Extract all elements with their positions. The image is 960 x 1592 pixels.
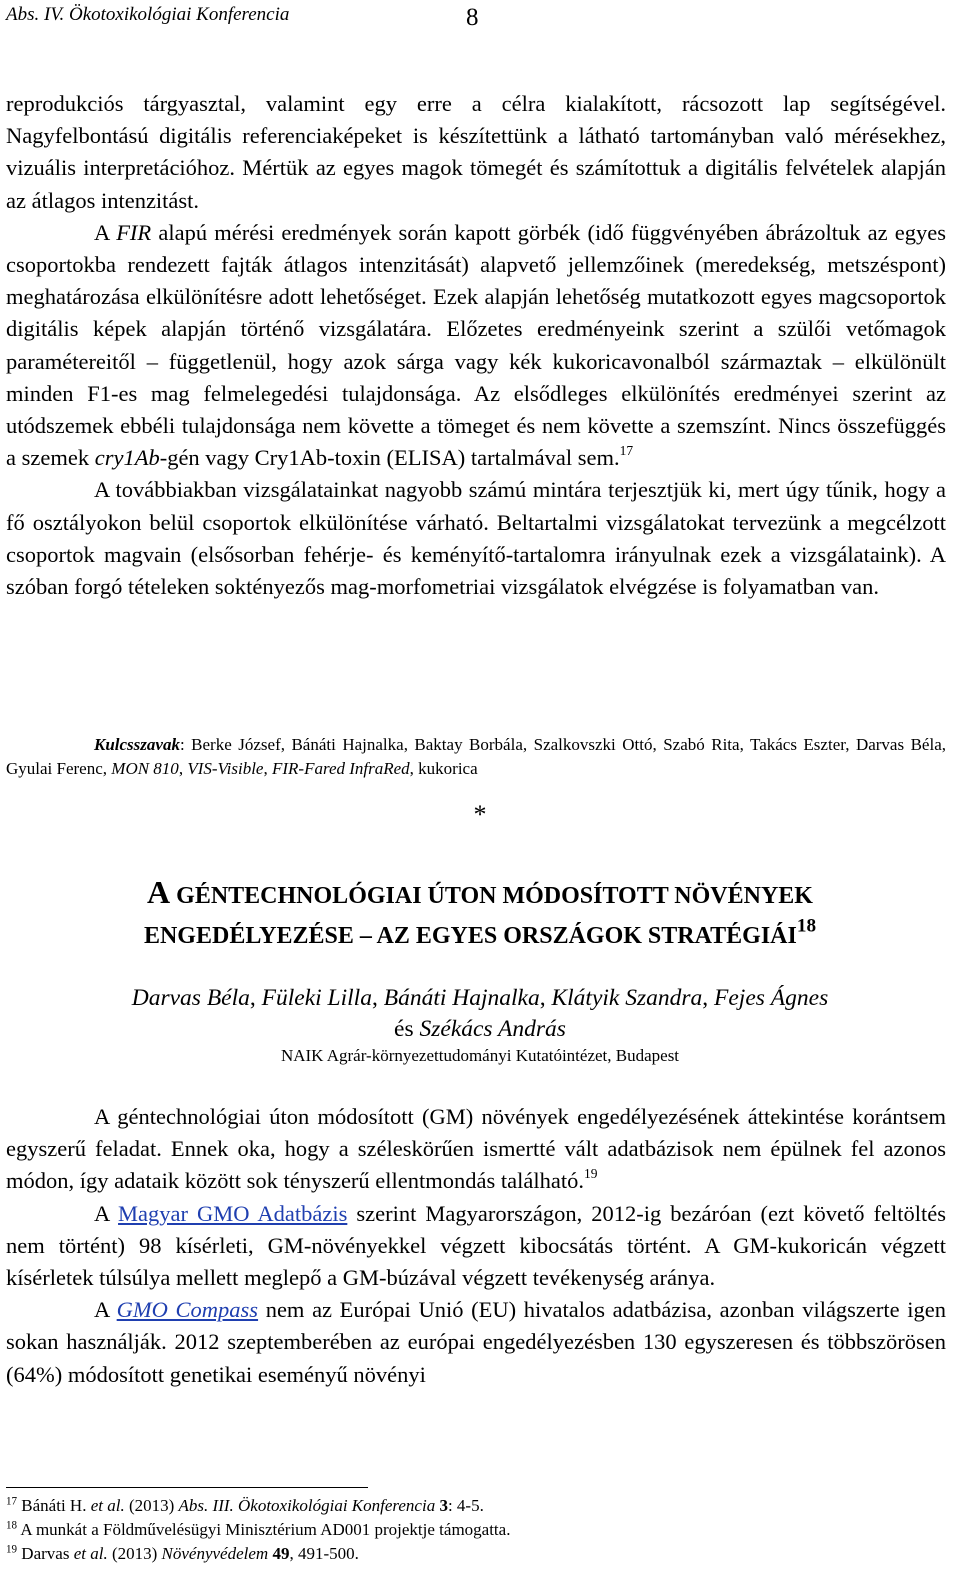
footnote: $^{17}$ Bánáti H. et al. (2013) Abs. III. Ökotoxikológiai Konferencia 3: 4-5. [6, 1495, 484, 1515]
article-body-top [6, 88, 946, 603]
keywords-label: Kulcsszavak [94, 735, 180, 754]
paragraph: A Magyar GMO Adatbázis szerint Magyarországon, 2012-ig bezáróan (ezt követő feltöltés nem történt) 98 kísérleti, GM-növényekkel végzett kibocsátás történt. A GM-kukoricán végzett kísérletek túlsúlya mellett meglepő a GM-búzával végzett tevékenység aránya. [6, 1200, 946, 1291]
author-list: Darvas Béla, Füleki Lilla, Bánáti Hajnalka, Klátyik Szandra, Fejes Ágnes és Székács András [131, 985, 829, 1042]
footnote: $^{18}$ A munkát a Földművelésügyi Minisztérium AD001 projektje támogatta. [6, 1519, 511, 1539]
footnote: $^{19}$ Darvas et al. (2013) Növényvédelem 49, 491-500. [6, 1543, 359, 1563]
gmo-compass-link[interactable]: GMO Compass [116, 1297, 259, 1323]
fir-term: FIR [116, 219, 152, 245]
article-title: A GÉNTECHNOLÓGIAI ÚTON MÓDOSÍTOTT NÖVÉNYEK ENGEDÉLYEZÉSE – AZ EGYES ORSZÁGOK STRATÉGIÁI$^{18}$ [143, 874, 817, 949]
affiliation: NAIK Agrár-környezettudományi Kutatóintézet, Budapest [280, 1046, 680, 1065]
paragraph: A géntechnológiai úton módosított (GM) növények engedélyezésének áttekintése korántsem egyszerű feladat. Ennek oka, hogy a széleskörűen ismertté vált adatbázisok nem épülnek fel azonos módon, így adataik között sok tényszerű ellentmondás található.$^{19}$ [6, 1104, 946, 1194]
footnote-ref[interactable]: 17 [619, 443, 634, 459]
paragraph: reprodukciós tárgyasztal, valamint egy erre a célra kialakított, rácsozott lap segítségével. Nagyfelbontású digitális referenciaképeket is készítettünk a látható tartományban való mérésekhez, vizuális interpretációhoz. Mértük az egyes magok tömegét és számítottuk a digitális felvételek alapján az átlagos intenzitást. [6, 91, 946, 213]
footnote-ref[interactable]: 19 [583, 1166, 598, 1182]
footnote-divider [6, 1487, 368, 1488]
gene-name: cry1Ab [94, 445, 160, 471]
keywords: Kulcsszavak: Berke József, Bánáti Hajnalka, Baktay Borbála, Szalkovszki Ottó, Szabó Rita, Takács Eszter, Darvas Béla, Gyulai Ferenc, MON 810, VIS-Visible, FIR-Fared InfraRed, kukorica [6, 735, 946, 778]
footnotes [6, 1494, 946, 1566]
running-header: Abs. IV. Ökotoxikológiai Konferencia [6, 4, 290, 25]
paragraph: A GMO Compass nem az Európai Unió (EU) hivatalos adatbázisa, azonban világszerte igen sokan használják. 2012 szeptemberében az európai engedélyezésben 130 egyszeresen és többszörösen (64%) módosított genetikai eseményű növényi [6, 1297, 947, 1387]
page-number: 8 [466, 4, 479, 31]
magyar-gmo-link[interactable]: Magyar GMO Adatbázis [118, 1200, 348, 1226]
article-body-bottom [6, 1101, 946, 1391]
footnote-ref[interactable]: 18 [796, 915, 817, 937]
paragraph: A továbbiakban vizsgálatainkat nagyobb számú mintára terjesztjük ki, mert úgy tűnik, hogy a fő osztályokon belül csoportok elkülönítése várható. Beltartalmi vizsgálatokat tervezünk a megcélzott csoportok magvain (elsősorban fehérje- és keményítő-tartalomra irányulnak ezek a vizsgálataink). A szóban forgó tételeken soktényezős mag-morfometriai vizsgálatok elvégzése is folyamatban van. [6, 477, 946, 600]
paragraph: A FIR alapú mérési eredmények során kapott görbék (idő függvényében ábrázoltuk az egyes csoportokba rendezett fajták átlagos intenzitását) alapvető jellemzőinek (meredekség, metszéspont) meghatározása elkülönítésre adott lehetőséget. Ezek alapján lehetőség mutatkozott egyes magcsoportok digitális képek alapján történő vizsgálatára. Előzetes eredményeink szerint a szülői vetőmagok paramétereitől – függetlenül, hogy azok sárga vagy kék kukoricavonalból származtak – elkülönült minden F1-es mag felmelegedési tulajdonsága. Az elsődleges elkülönítés eredményei szerint az utódszemek ebbéli tulajdonsága nem követte a tömeget és nem követte a szemszínt. Nincs összefüggés a szemek cry1Ab-gén vagy Cry1Ab-toxin (ELISA) tartalmával sem.$^{17}$ [6, 219, 946, 471]
section-separator: * [473, 800, 487, 829]
